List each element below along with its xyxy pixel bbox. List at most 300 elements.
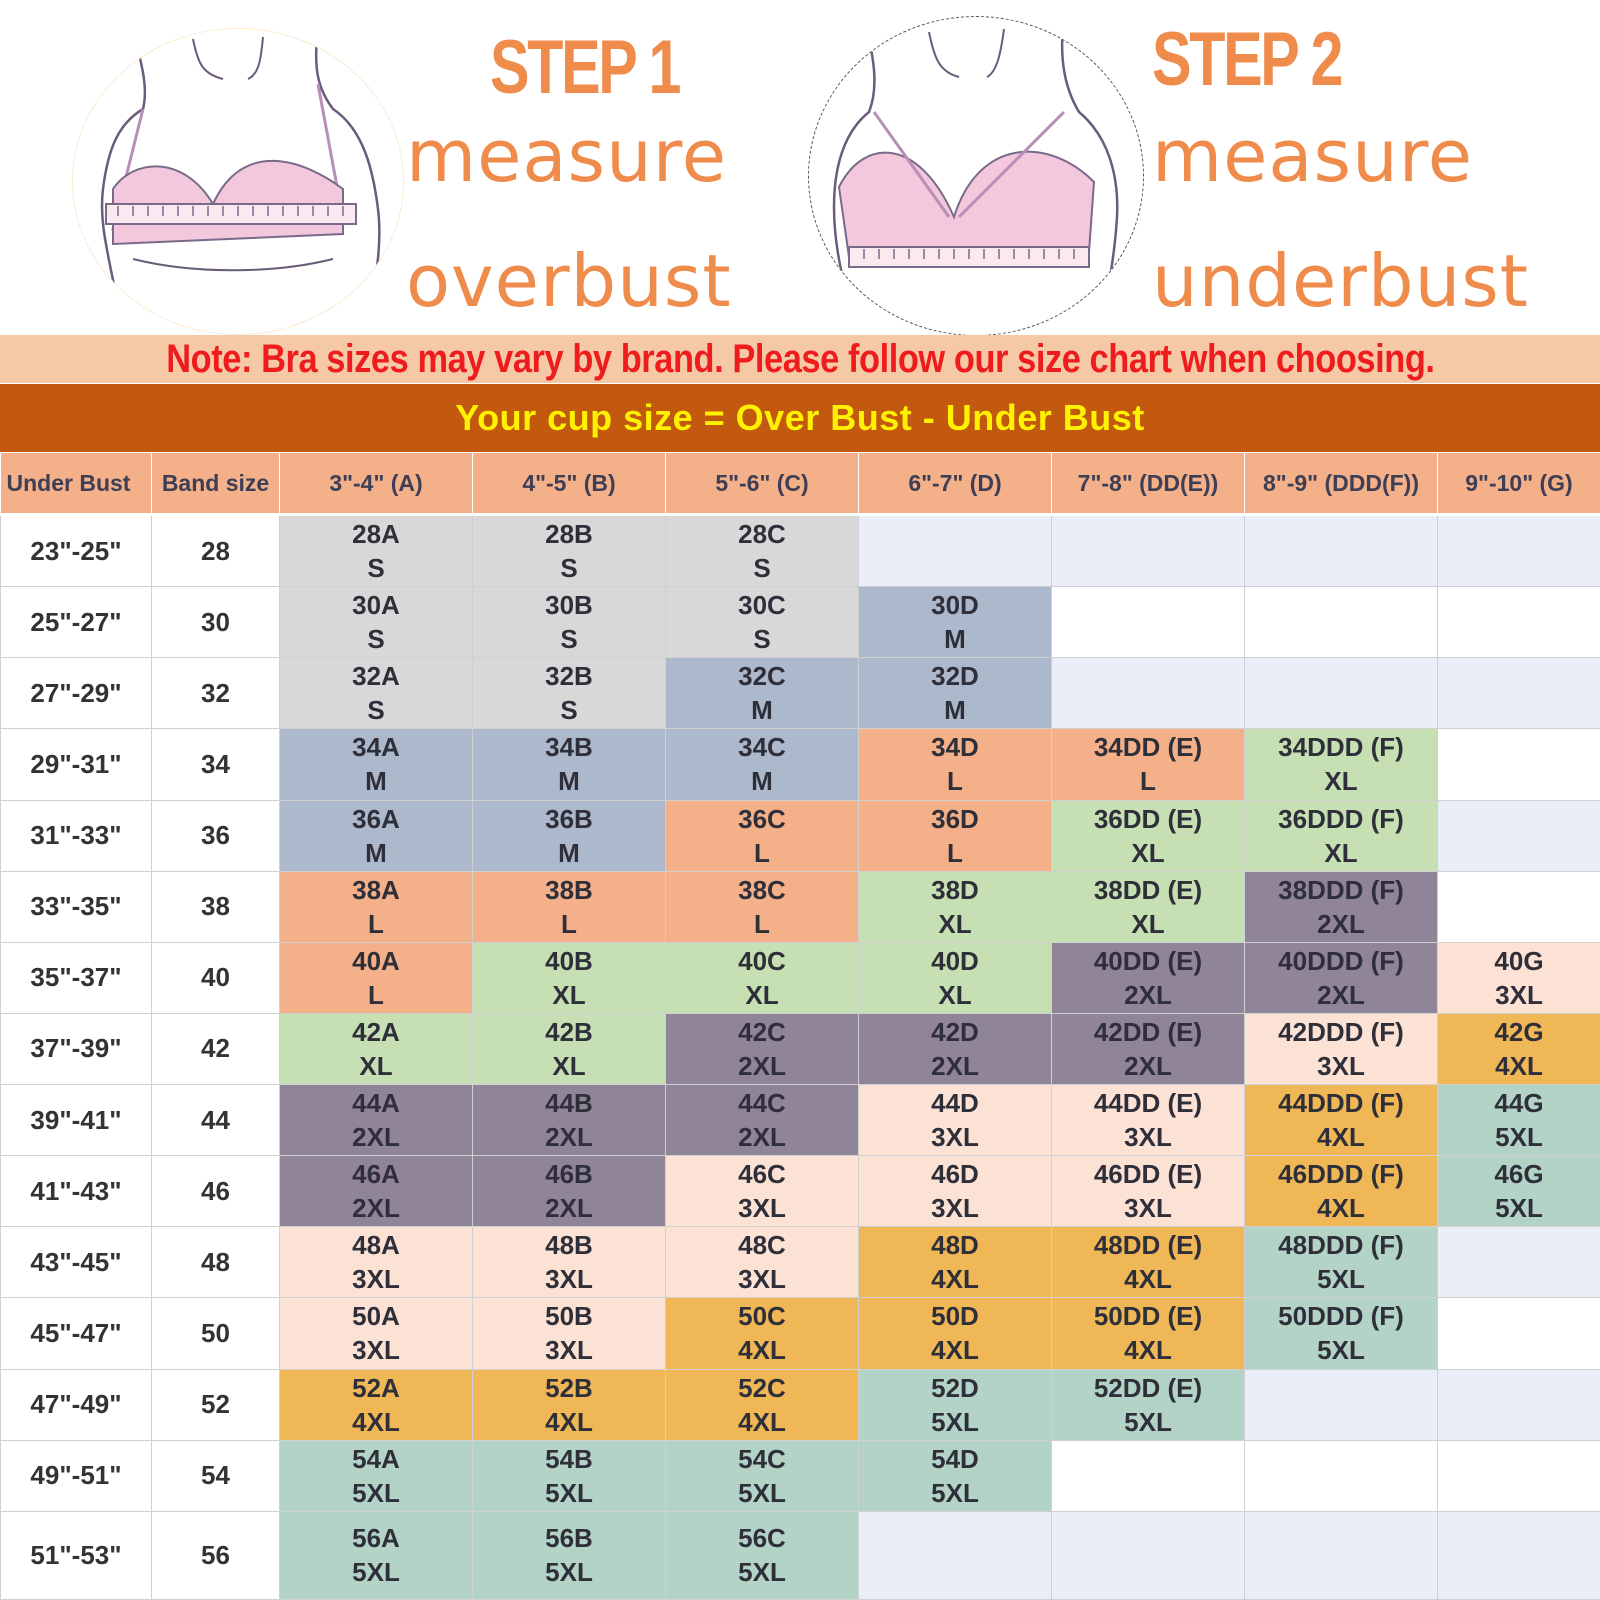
table-header-row xyxy=(1,453,1600,515)
letter-size-label: 5XL xyxy=(352,1557,400,1588)
empty-cell xyxy=(1052,658,1245,729)
letter-size-label: S xyxy=(753,624,771,655)
bra-size-label: 44A xyxy=(352,1088,400,1119)
size-cell xyxy=(1245,729,1438,800)
under-bust-cell: 47"-49" xyxy=(1,1369,152,1440)
bra-size-label: 34DD (E) xyxy=(1093,732,1203,763)
overbust-illustration xyxy=(72,28,404,335)
bra-size-label: 50A xyxy=(352,1301,400,1332)
column-header: Under Bust xyxy=(1,453,152,515)
band-size-cell: 52 xyxy=(152,1369,280,1440)
band-size-cell: 32 xyxy=(152,658,280,729)
size-cell xyxy=(280,587,473,658)
empty-cell xyxy=(1245,1511,1438,1599)
bra-size-label: 48A xyxy=(352,1230,400,1261)
size-cell xyxy=(1245,1085,1438,1156)
size-cell xyxy=(280,1156,473,1227)
size-cell xyxy=(666,658,859,729)
torso-overbust-icon xyxy=(73,29,403,334)
measurement-illustration-area xyxy=(0,0,1600,335)
bra-size-label: 30B xyxy=(545,590,593,621)
size-cell xyxy=(1052,800,1245,871)
size-cell xyxy=(1052,1227,1245,1298)
table-row xyxy=(1,515,1600,587)
letter-size-label: 2XL xyxy=(1124,1050,1172,1081)
size-cell xyxy=(859,942,1052,1013)
letter-size-label: 3XL xyxy=(931,1122,979,1153)
letter-size-label: 2XL xyxy=(352,1122,400,1153)
bra-size-label: 36A xyxy=(352,803,400,834)
letter-size-label: 5XL xyxy=(931,1477,979,1508)
letter-size-label: XL xyxy=(552,1050,586,1081)
size-cell xyxy=(1245,1227,1438,1298)
bra-size-label: 32C xyxy=(738,661,786,692)
bra-size-label: 46C xyxy=(738,1159,786,1190)
size-cell xyxy=(280,871,473,942)
bra-size-label: 44G xyxy=(1494,1088,1544,1119)
letter-size-label: 4XL xyxy=(931,1335,979,1366)
size-cell xyxy=(473,800,666,871)
letter-size-label: XL xyxy=(1324,837,1358,868)
size-cell xyxy=(1245,1298,1438,1369)
bra-size-label: 56C xyxy=(738,1523,786,1554)
letter-size-label: L xyxy=(368,979,384,1010)
table-row xyxy=(1,1085,1600,1156)
bra-size-label: 46B xyxy=(545,1159,593,1190)
letter-size-label: 5XL xyxy=(738,1477,786,1508)
size-cell xyxy=(666,587,859,658)
size-cell xyxy=(280,1511,473,1599)
size-cell xyxy=(1052,1298,1245,1369)
bra-size-label: 54C xyxy=(738,1443,786,1474)
size-cell xyxy=(1245,942,1438,1013)
size-cell xyxy=(280,942,473,1013)
column-header: 8"-9" (DDD(F)) xyxy=(1245,453,1438,515)
band-size-cell: 42 xyxy=(152,1013,280,1084)
size-cell xyxy=(859,1085,1052,1156)
size-cell xyxy=(280,800,473,871)
note-text: Note: Bra sizes may vary by brand. Please follow our size chart when choosing. xyxy=(165,337,1435,381)
letter-size-label: 3XL xyxy=(545,1264,593,1295)
size-cell xyxy=(473,1298,666,1369)
letter-size-label: XL xyxy=(745,979,779,1010)
size-cell xyxy=(473,587,666,658)
letter-size-label: 2XL xyxy=(545,1193,593,1224)
under-bust-cell: 41"-43" xyxy=(1,1156,152,1227)
bra-size-label: 40A xyxy=(352,945,400,976)
bra-size-label: 46D xyxy=(931,1159,979,1190)
bra-size-label: 32B xyxy=(545,661,593,692)
size-cell xyxy=(280,1369,473,1440)
torso-underbust-icon xyxy=(809,17,1143,335)
bra-size-label: 34B xyxy=(545,732,593,763)
bra-size-label: 46A xyxy=(352,1159,400,1190)
table-body xyxy=(1,515,1600,1600)
size-cell xyxy=(859,1298,1052,1369)
bra-size-label: 36B xyxy=(545,803,593,834)
letter-size-label: M xyxy=(558,837,580,868)
under-bust-cell: 43"-45" xyxy=(1,1227,152,1298)
size-cell xyxy=(1052,1369,1245,1440)
letter-size-label: XL xyxy=(359,1050,393,1081)
band-size-cell: 48 xyxy=(152,1227,280,1298)
under-bust-cell: 49"-51" xyxy=(1,1440,152,1511)
letter-size-label: L xyxy=(947,837,963,868)
empty-cell xyxy=(1438,658,1600,729)
empty-cell xyxy=(1245,1369,1438,1440)
bra-size-label: 38A xyxy=(352,874,400,905)
bra-size-label: 32A xyxy=(352,661,400,692)
letter-size-label: 5XL xyxy=(1124,1406,1172,1437)
table-row xyxy=(1,1298,1600,1369)
size-cell xyxy=(473,515,666,587)
letter-size-label: S xyxy=(560,695,578,726)
letter-size-label: 4XL xyxy=(1317,1122,1365,1153)
empty-cell xyxy=(1245,658,1438,729)
size-cell xyxy=(1052,1156,1245,1227)
table-row xyxy=(1,800,1600,871)
empty-cell xyxy=(1052,1440,1245,1511)
bra-size-label: 52B xyxy=(545,1372,593,1403)
letter-size-label: XL xyxy=(1324,766,1358,797)
size-cell xyxy=(473,1227,666,1298)
letter-size-label: M xyxy=(944,695,966,726)
bra-size-label: 40D xyxy=(931,945,979,976)
letter-size-label: XL xyxy=(938,908,972,939)
letter-size-label: XL xyxy=(1131,908,1165,939)
bra-size-label: 50C xyxy=(738,1301,786,1332)
size-cell xyxy=(666,1440,859,1511)
letter-size-label: 3XL xyxy=(1124,1193,1172,1224)
letter-size-label: 4XL xyxy=(931,1264,979,1295)
size-cell xyxy=(1438,942,1600,1013)
column-header: 7"-8" (DD(E)) xyxy=(1052,453,1245,515)
letter-size-label: 3XL xyxy=(1124,1122,1172,1153)
letter-size-label: XL xyxy=(552,979,586,1010)
formula-text: Your cup size = Over Bust - Under Bust xyxy=(455,397,1145,438)
letter-size-label: L xyxy=(754,908,770,939)
size-cell xyxy=(473,1085,666,1156)
letter-size-label: M xyxy=(558,766,580,797)
bra-size-label: 46DD (E) xyxy=(1093,1159,1203,1190)
size-cell xyxy=(473,1369,666,1440)
letter-size-label: 2XL xyxy=(738,1050,786,1081)
bra-size-label: 48B xyxy=(545,1230,593,1261)
bra-size-label: 28B xyxy=(545,519,593,550)
under-bust-cell: 29"-31" xyxy=(1,729,152,800)
size-cell xyxy=(280,1013,473,1084)
letter-size-label: 4XL xyxy=(352,1406,400,1437)
formula-banner xyxy=(0,384,1600,452)
step1-title: STEP 1 xyxy=(490,25,680,110)
empty-cell xyxy=(1438,1440,1600,1511)
size-cell xyxy=(280,1440,473,1511)
letter-size-label: 5XL xyxy=(1317,1264,1365,1295)
size-cell xyxy=(1245,1156,1438,1227)
bra-size-label: 40C xyxy=(738,945,786,976)
letter-size-label: L xyxy=(754,837,770,868)
band-size-cell: 46 xyxy=(152,1156,280,1227)
size-cell xyxy=(473,658,666,729)
letter-size-label: 5XL xyxy=(545,1477,593,1508)
bra-size-label: 42D xyxy=(931,1016,979,1047)
letter-size-label: S xyxy=(753,553,771,584)
bra-size-label: 42B xyxy=(545,1016,593,1047)
size-cell xyxy=(473,1511,666,1599)
bra-size-label: 48D xyxy=(931,1230,979,1261)
under-bust-cell: 23"-25" xyxy=(1,515,152,587)
letter-size-label: XL xyxy=(1131,837,1165,868)
under-bust-cell: 25"-27" xyxy=(1,587,152,658)
size-cell xyxy=(280,515,473,587)
empty-cell xyxy=(1052,1511,1245,1599)
bra-size-label: 50B xyxy=(545,1301,593,1332)
size-cell xyxy=(280,658,473,729)
bra-size-label: 48DD (E) xyxy=(1093,1230,1203,1261)
bra-size-label: 44DDD (F) xyxy=(1278,1088,1404,1119)
size-cell xyxy=(473,729,666,800)
step2-line1: measure xyxy=(1152,114,1474,198)
size-cell xyxy=(280,1227,473,1298)
bra-size-label: 42DDD (F) xyxy=(1278,1016,1404,1047)
under-bust-cell: 31"-33" xyxy=(1,800,152,871)
letter-size-label: 4XL xyxy=(1317,1193,1365,1224)
letter-size-label: 2XL xyxy=(545,1122,593,1153)
size-cell xyxy=(666,1085,859,1156)
letter-size-label: 3XL xyxy=(738,1193,786,1224)
letter-size-label: 3XL xyxy=(352,1335,400,1366)
letter-size-label: 3XL xyxy=(931,1193,979,1224)
size-cell xyxy=(859,1013,1052,1084)
letter-size-label: 5XL xyxy=(545,1557,593,1588)
letter-size-label: S xyxy=(560,553,578,584)
size-cell xyxy=(666,1298,859,1369)
bra-size-label: 44D xyxy=(931,1088,979,1119)
bra-size-label: 34A xyxy=(352,732,400,763)
letter-size-label: M xyxy=(944,624,966,655)
letter-size-label: 3XL xyxy=(738,1264,786,1295)
bra-size-label: 40G xyxy=(1494,945,1544,976)
column-header: 6"-7" (D) xyxy=(859,453,1052,515)
band-size-cell: 54 xyxy=(152,1440,280,1511)
under-bust-cell: 33"-35" xyxy=(1,871,152,942)
band-size-cell: 38 xyxy=(152,871,280,942)
letter-size-label: 3XL xyxy=(352,1264,400,1295)
size-cell xyxy=(666,1013,859,1084)
bra-size-label: 54D xyxy=(931,1443,979,1474)
table-row xyxy=(1,871,1600,942)
bra-size-label: 34C xyxy=(738,732,786,763)
size-cell xyxy=(1052,1013,1245,1084)
letter-size-label: 2XL xyxy=(1317,979,1365,1010)
size-cell xyxy=(280,1298,473,1369)
letter-size-label: 3XL xyxy=(1317,1050,1365,1081)
band-size-cell: 28 xyxy=(152,515,280,587)
letter-size-label: 4XL xyxy=(1124,1264,1172,1295)
bra-size-label: 50D xyxy=(931,1301,979,1332)
bra-size-label: 28C xyxy=(738,519,786,550)
bra-size-label: 38B xyxy=(545,874,593,905)
bra-size-label: 38DD (E) xyxy=(1093,874,1203,905)
size-cell xyxy=(1438,1085,1600,1156)
bra-size-label: 40DD (E) xyxy=(1093,945,1203,976)
table-row xyxy=(1,1511,1600,1599)
bra-size-label: 34DDD (F) xyxy=(1278,732,1404,763)
bra-size-label: 40DDD (F) xyxy=(1278,945,1404,976)
bra-size-label: 38C xyxy=(738,874,786,905)
empty-cell xyxy=(1245,587,1438,658)
size-cell xyxy=(859,1440,1052,1511)
band-size-cell: 40 xyxy=(152,942,280,1013)
size-cell xyxy=(280,729,473,800)
size-cell xyxy=(859,587,1052,658)
size-cell xyxy=(859,800,1052,871)
note-banner xyxy=(0,335,1600,383)
bra-size-label: 32D xyxy=(931,661,979,692)
size-cell xyxy=(666,1511,859,1599)
letter-size-label: 4XL xyxy=(1124,1335,1172,1366)
letter-size-label: 5XL xyxy=(738,1557,786,1588)
letter-size-label: S xyxy=(560,624,578,655)
size-cell xyxy=(473,871,666,942)
step1-line2: overbust xyxy=(406,239,732,323)
bra-size-label: 38DDD (F) xyxy=(1278,874,1404,905)
bra-size-label: 48C xyxy=(738,1230,786,1261)
bra-size-label: 52D xyxy=(931,1372,979,1403)
band-size-cell: 36 xyxy=(152,800,280,871)
bra-size-label: 34D xyxy=(931,732,979,763)
band-size-cell: 34 xyxy=(152,729,280,800)
letter-size-label: 5XL xyxy=(1317,1335,1365,1366)
size-cell xyxy=(859,729,1052,800)
bra-size-label: 56A xyxy=(352,1523,400,1554)
size-cell xyxy=(859,658,1052,729)
band-size-cell: 44 xyxy=(152,1085,280,1156)
empty-cell xyxy=(1438,515,1600,587)
bra-size-label: 30C xyxy=(738,590,786,621)
bra-size-label: 36DDD (F) xyxy=(1278,803,1404,834)
letter-size-label: S xyxy=(367,624,385,655)
size-cell xyxy=(666,1369,859,1440)
column-header: 3"-4" (A) xyxy=(280,453,473,515)
bra-size-label: 38D xyxy=(931,874,979,905)
empty-cell xyxy=(1438,871,1600,942)
column-header: 5"-6" (C) xyxy=(666,453,859,515)
empty-cell xyxy=(1052,515,1245,587)
size-cell xyxy=(1245,800,1438,871)
bra-size-label: 46G xyxy=(1494,1159,1544,1190)
size-cell xyxy=(1438,1013,1600,1084)
table-row xyxy=(1,729,1600,800)
letter-size-label: 5XL xyxy=(931,1406,979,1437)
size-cell xyxy=(1438,1156,1600,1227)
letter-size-label: 5XL xyxy=(352,1477,400,1508)
under-bust-cell: 45"-47" xyxy=(1,1298,152,1369)
underbust-illustration xyxy=(808,16,1144,336)
table-row xyxy=(1,1156,1600,1227)
band-size-cell: 50 xyxy=(152,1298,280,1369)
letter-size-label: L xyxy=(947,766,963,797)
letter-size-label: 2XL xyxy=(1124,979,1172,1010)
band-size-cell: 56 xyxy=(152,1511,280,1599)
empty-cell xyxy=(1245,515,1438,587)
letter-size-label: M xyxy=(751,766,773,797)
empty-cell xyxy=(1438,1227,1600,1298)
size-cell xyxy=(280,1085,473,1156)
size-cell xyxy=(473,942,666,1013)
table-row xyxy=(1,587,1600,658)
bra-size-label: 36C xyxy=(738,803,786,834)
bra-size-label: 46DDD (F) xyxy=(1278,1159,1404,1190)
table-row xyxy=(1,1227,1600,1298)
bra-size-label: 36DD (E) xyxy=(1093,803,1203,834)
size-cell xyxy=(666,871,859,942)
empty-cell xyxy=(1438,1511,1600,1599)
letter-size-label: M xyxy=(751,695,773,726)
letter-size-label: M xyxy=(365,837,387,868)
letter-size-label: 2XL xyxy=(1317,908,1365,939)
under-bust-cell: 35"-37" xyxy=(1,942,152,1013)
bra-size-label: 30D xyxy=(931,590,979,621)
size-cell xyxy=(859,1227,1052,1298)
step2-title: STEP 2 xyxy=(1152,17,1342,102)
letter-size-label: 2XL xyxy=(738,1122,786,1153)
empty-cell xyxy=(859,515,1052,587)
letter-size-label: 3XL xyxy=(1495,979,1543,1010)
letter-size-label: L xyxy=(561,908,577,939)
step2-line2: underbust xyxy=(1152,239,1529,323)
size-cell xyxy=(1245,1013,1438,1084)
empty-cell xyxy=(1052,587,1245,658)
letter-size-label: 4XL xyxy=(545,1406,593,1437)
size-cell xyxy=(666,729,859,800)
letter-size-label: 5XL xyxy=(1495,1122,1543,1153)
bra-size-label: 54A xyxy=(352,1443,400,1474)
bra-size-label: 42C xyxy=(738,1016,786,1047)
table-row xyxy=(1,942,1600,1013)
under-bust-cell: 37"-39" xyxy=(1,1013,152,1084)
bra-size-label: 42DD (E) xyxy=(1093,1016,1203,1047)
size-cell xyxy=(666,1227,859,1298)
letter-size-label: L xyxy=(1140,766,1156,797)
under-bust-cell: 27"-29" xyxy=(1,658,152,729)
under-bust-cell: 51"-53" xyxy=(1,1511,152,1599)
bra-size-label: 42G xyxy=(1494,1016,1544,1047)
size-chart-table xyxy=(0,453,1600,1600)
size-cell xyxy=(1052,729,1245,800)
letter-size-label: L xyxy=(368,908,384,939)
empty-cell xyxy=(1438,1298,1600,1369)
size-cell xyxy=(1052,1085,1245,1156)
letter-size-label: XL xyxy=(938,979,972,1010)
size-cell xyxy=(473,1156,666,1227)
column-header: Band size xyxy=(152,453,280,515)
empty-cell xyxy=(1438,587,1600,658)
letter-size-label: M xyxy=(365,766,387,797)
bra-size-label: 50DD (E) xyxy=(1093,1301,1203,1332)
letter-size-label: 2XL xyxy=(352,1193,400,1224)
bra-size-label: 44B xyxy=(545,1088,593,1119)
letter-size-label: 4XL xyxy=(738,1335,786,1366)
table-row xyxy=(1,1440,1600,1511)
size-cell xyxy=(666,515,859,587)
bra-size-label: 52DD (E) xyxy=(1093,1372,1203,1403)
band-size-cell: 30 xyxy=(152,587,280,658)
size-cell xyxy=(1052,871,1245,942)
size-cell xyxy=(666,942,859,1013)
empty-cell xyxy=(1438,1369,1600,1440)
letter-size-label: 2XL xyxy=(931,1050,979,1081)
